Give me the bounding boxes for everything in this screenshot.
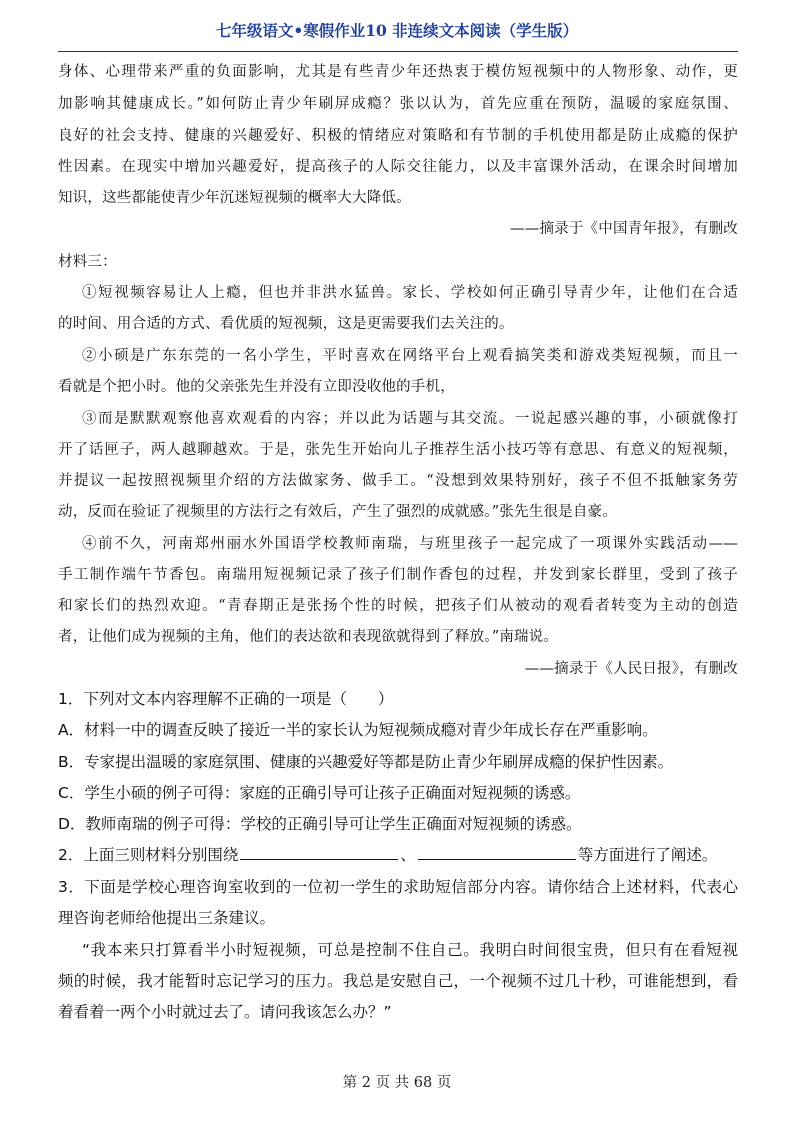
page-title: 七年级语文•寒假作业10 非连续文本阅读（学生版） [215,21,579,40]
source-attribution: ——摘录于《中国青年报》，有删改 [510,221,738,237]
question-2-prefix: 2．上面三则材料分别围绕 [58,846,239,864]
page-number: 第 2 页 共 68 页 [342,1075,452,1091]
header-divider [58,51,738,52]
student-message-line: 着看着一两个小时就过去了。请问我该怎么办？” [58,1003,392,1021]
option-a: A．材料一中的调查反映了接近一半的家长认为短视频成瘾对青少年成长存在严重影响。 [58,721,658,739]
material-line: 和家长们的热烈欢迎。“青春期正是张扬个性的时候，把孩子们从被动的观看者转变为主动的创造 [58,598,738,614]
material-line: 动，反而在验证了视频里的方法行之有效后，产生了强烈的成就感。”张先生很是自豪。 [58,504,617,520]
answer-blank-2[interactable] [418,845,576,860]
option-d: D．教师南瑞的例子可得：学校的正确引导可让学生正确面对短视频的诱惑。 [58,815,582,833]
question-stem: 3．下面是学校心理咨询室收到的一位初一学生的求助短信部分内容。请你结合上述材料，代表心 [58,878,738,896]
material-line: 开了话匣子，两人越聊越欢。于是，张先生开始向儿子推荐生活小技巧等有意思、有意义的短视频， [58,442,738,458]
material-line: ①短视频容易让人上瘾，但也并非洪水猛兽。家长、学校如何正确引导青少年，让他们在合适 [82,285,738,301]
student-message-line: 频的时候，我才能暂时忘记学习的压力。我总是安慰自己，一个视频不过几十秒，可谁能想到，看 [58,972,738,990]
material-line: ③而是默默观察他喜欢观看的内容；并以此为话题与其交流。一说起感兴趣的事，小硕就像打 [82,411,738,427]
material-line: ④前不久，河南郑州丽水外国语学校教师南瑞，与班里孩子一起完成了一项课外实践活动—— [82,536,738,552]
passage-line: 身体、心理带来严重的负面影响，尤其是有些青少年还热衷于模仿短视频中的人物形象、动作，更 [58,64,738,80]
question-stem: 1．下列对文本内容理解不正确的一项是（ ） [58,690,394,708]
material-line: 并提议一起按照视频里介绍的方法做家务、做手工。“没想到效果特别好，孩子不但不抵触家务劳 [58,473,738,489]
passage-line: 加影响其健康成长。”如何防止青少年刷屏成瘾？张以认为，首先应重在预防，温暖的家庭氛围、 [58,96,738,112]
answer-blank-1[interactable] [240,845,398,860]
passage-line: 良好的社会支持、健康的兴趣爱好、积极的情绪应对策略和有节制的手机使用都是防止成瘾的保护 [58,128,738,144]
student-message-line: “我本来只打算看半小时短视频，可总是控制不住自己。我明白时间很宝贵，但只有在看短视 [82,941,738,959]
material-line: 看就是个把小时。他的父亲张先生并没有立即没收他的手机， [58,379,455,395]
material-line: 手工制作端午节香包。南瑞用短视频记录了孩子们制作香包的过程，并发到家长群里，受到了孩子 [58,567,738,583]
passage-line: 性因素。在现实中增加兴趣爱好，提高孩子的人际交往能力，以及丰富课外活动，在课余时间增加 [58,159,738,175]
question-2 [58,845,738,865]
passage-line: 知识，这些都能使青少年沉迷短视频的概率大大降低。 [58,190,411,206]
question-2-suffix: 等方面进行了阐述。 [577,846,718,864]
option-c: C．学生小硕的例子可得：家庭的正确引导可让孩子正确面对短视频的诱惑。 [58,784,581,802]
question-stem: 理咨询老师给他提出三条建议。 [58,909,276,927]
question-2-separator: 、 [400,846,416,864]
material-line: ②小硕是广东东莞的一名小学生，平时喜欢在网络平台上观看搞笑类和游戏类短视频，而且一 [82,348,738,364]
material-heading: 材料三： [58,254,117,270]
option-b: B．专家提出温暖的家庭氛围、健康的兴趣爱好等都是防止青少年刷屏成瘾的保护性因素。 [58,753,674,771]
source-attribution: ——摘录于《人民日报》，有删改 [524,661,738,677]
material-line: 者，让他们成为视频的主角，他们的表达欲和表现欲就得到了释放。”南瑞说。 [58,629,559,645]
material-line: 的时间、用合适的方式、看优质的短视频，这是更需要我们去关注的。 [58,316,514,332]
